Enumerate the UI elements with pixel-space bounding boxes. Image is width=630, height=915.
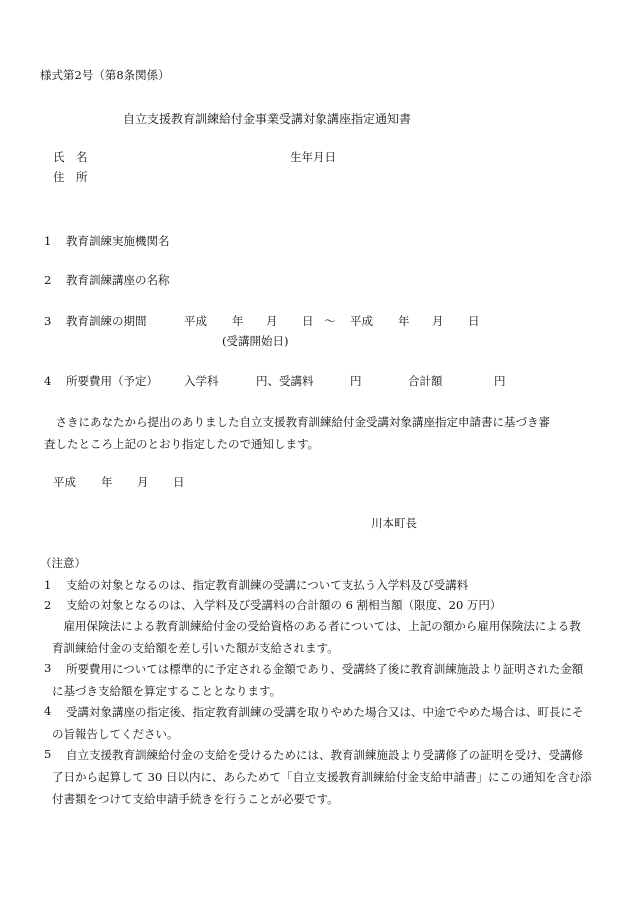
birthdate-label: 生年月日 <box>290 150 336 164</box>
note-1-text: 支給の対象となるのは、指定教育訓練の受講について支払う入学料及び受講料 <box>66 578 469 592</box>
notes-heading: （注意） <box>40 556 86 570</box>
tuition-fee-label: 円、受講料 <box>256 374 314 388</box>
issuer-name: 川本町長 <box>371 516 417 530</box>
notice-body: さきにあなたから提出のありました自立支援教育訓練給付金受講対象講座指定申請書に基づき審査したところ上記のとおり指定したので通知します。 <box>44 415 550 451</box>
item-2-number: 2 <box>44 273 52 287</box>
period-end-month: 月 <box>432 314 444 328</box>
note-3-number: 3 <box>44 661 52 675</box>
note-3-text: 所要費用については標準的に予定される金額であり、受講終了後に教育訓練施設より証明された金額に基づき支給額を算定することとなります。 <box>52 662 584 698</box>
item-4-label: 所要費用（予定） <box>66 374 158 388</box>
item-2-label: 教育訓練講座の名称 <box>66 273 170 287</box>
issue-date-month: 月 <box>137 475 149 489</box>
period-start-year: 年 <box>232 314 244 328</box>
period-start-era: 平成 <box>184 314 207 328</box>
issue-date-day: 日 <box>173 475 185 489</box>
period-start-note: (受講開始日) <box>222 334 289 348</box>
document-title: 自立支援教育訓練給付金事業受講対象講座指定通知書 <box>123 112 412 126</box>
item-1-number: 1 <box>44 234 52 248</box>
address-label: 住 所 <box>53 170 88 184</box>
item-3-number: 3 <box>44 314 52 328</box>
period-start-month: 月 <box>266 314 278 328</box>
note-2-supplement: 雇用保険法による教育訓練給付金の受給資格のある者については、上記の額から雇用保険法による教育訓練給付金の支給額を差し引いた額が支給されます。 <box>52 619 581 655</box>
item-3-label: 教育訓練の期間 <box>66 314 147 328</box>
name-label: 氏 名 <box>53 150 88 164</box>
note-5-number: 5 <box>44 747 52 761</box>
period-tilde: 〜 <box>324 314 336 328</box>
period-start-day: 日 <box>302 314 314 328</box>
item-1-label: 教育訓練実施機関名 <box>66 234 170 248</box>
note-2-number: 2 <box>44 598 52 612</box>
total-yen: 円 <box>494 374 506 388</box>
note-2-text: 支給の対象となるのは、入学料及び受講料の合計額の 6 割相当額（限度、20 万円） <box>66 598 502 612</box>
total-label: 合計額 <box>408 374 443 388</box>
note-4-number: 4 <box>44 704 52 718</box>
item-4-number: 4 <box>44 374 52 388</box>
note-1-number: 1 <box>44 578 52 592</box>
period-end-era: 平成 <box>350 314 373 328</box>
issue-date-era: 平成 <box>53 475 76 489</box>
tuition-yen: 円 <box>350 374 362 388</box>
note-5-text: 自立支援教育訓練給付金の支給を受けるためには、教育訓練施設より受講修了の証明を受け、受講修了日から起算して 30 日以内に、あらためて「自立支援教育訓練給付金支給申請書」にこの通知を含む添付書類をつけて支給申請手続きを行うことが必要です。 <box>52 748 592 806</box>
note-4-text: 受講対象講座の指定後、指定教育訓練の受講を取りやめた場合又は、中途でやめた場合は、町長にその旨報告してください。 <box>52 705 584 741</box>
enrollment-fee-label: 入学科 <box>184 374 219 388</box>
issue-date-year: 年 <box>101 475 113 489</box>
period-end-year: 年 <box>398 314 410 328</box>
form-number: 様式第2号（第8条関係） <box>40 68 170 82</box>
period-end-day: 日 <box>468 314 480 328</box>
